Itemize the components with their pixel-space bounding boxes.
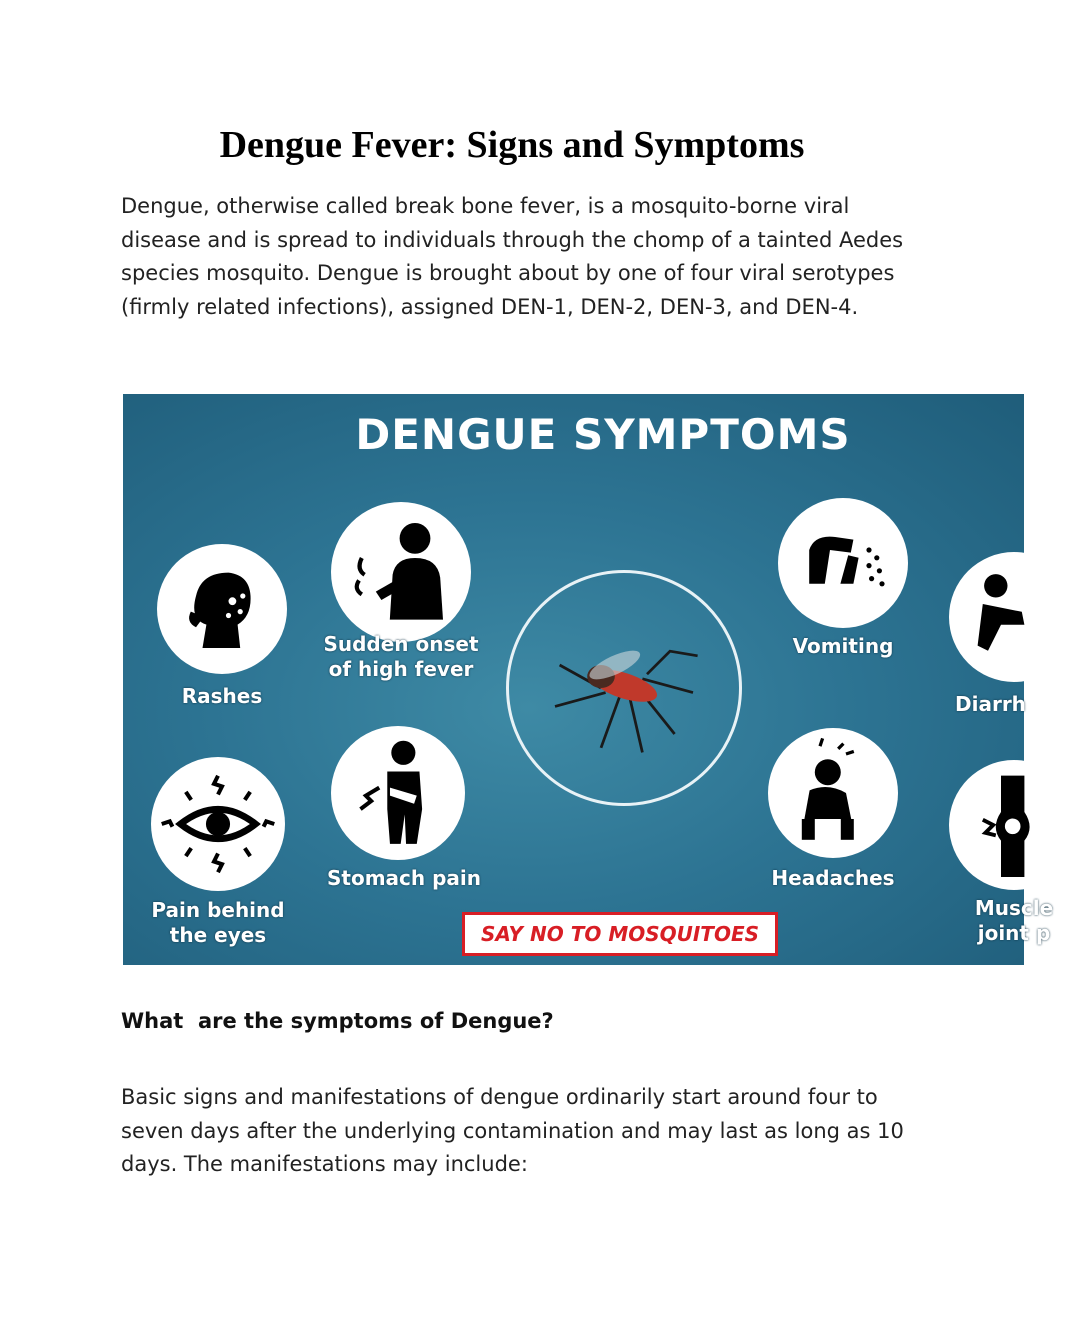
diarrhea-icon (949, 552, 1079, 682)
rash-face-icon (157, 544, 287, 674)
rashes-label: Rashes (181, 684, 263, 708)
joint-pain-icon (949, 760, 1079, 890)
eyes-label: Pain behind the eyes (151, 898, 285, 947)
vomiting-icon (778, 498, 908, 628)
fever-label: Sudden onset of high fever (323, 632, 479, 681)
headaches-label: Headaches (771, 866, 895, 890)
dengue-symptoms-infographic (123, 394, 1054, 965)
infographic-title: DENGUE SYMPTOMS (355, 410, 851, 459)
eye-pain-icon (151, 757, 285, 891)
stomach-label: Stomach pain (326, 866, 481, 890)
stomach-pain-icon (331, 726, 465, 860)
diarrhea-label: Diarrh (955, 692, 1026, 716)
page-title: Dengue Fever: Signs and Symptoms (219, 124, 805, 166)
intro-paragraph: Dengue, otherwise called break bone fever, is a mosquito-borne viral disease and is spread to individuals through the chomp of a tainted Aedes species mosquito. Dengue is brought about by one of four viral serotypes (firmly related infections), assigned DEN-1, DEN-2, DEN-3, and DEN-4. (121, 194, 904, 319)
symptoms-paragraph: Basic signs and manifestations of dengue ordinarily start around four to seven days after the underlying contamination and may last as long as 10 days. The manifestations may include: (121, 1085, 904, 1176)
vomiting-label: Vomiting (792, 634, 894, 658)
section-subheading: What are the symptoms of Dengue? (121, 1009, 554, 1033)
muscle-label: Muscle joint p (974, 896, 1054, 945)
headache-icon (768, 728, 898, 858)
fever-person-icon (331, 502, 471, 642)
mosquito-icon (506, 570, 742, 806)
say-no-to-mosquitoes-banner: SAY NO TO MOSQUITOES (462, 912, 778, 956)
